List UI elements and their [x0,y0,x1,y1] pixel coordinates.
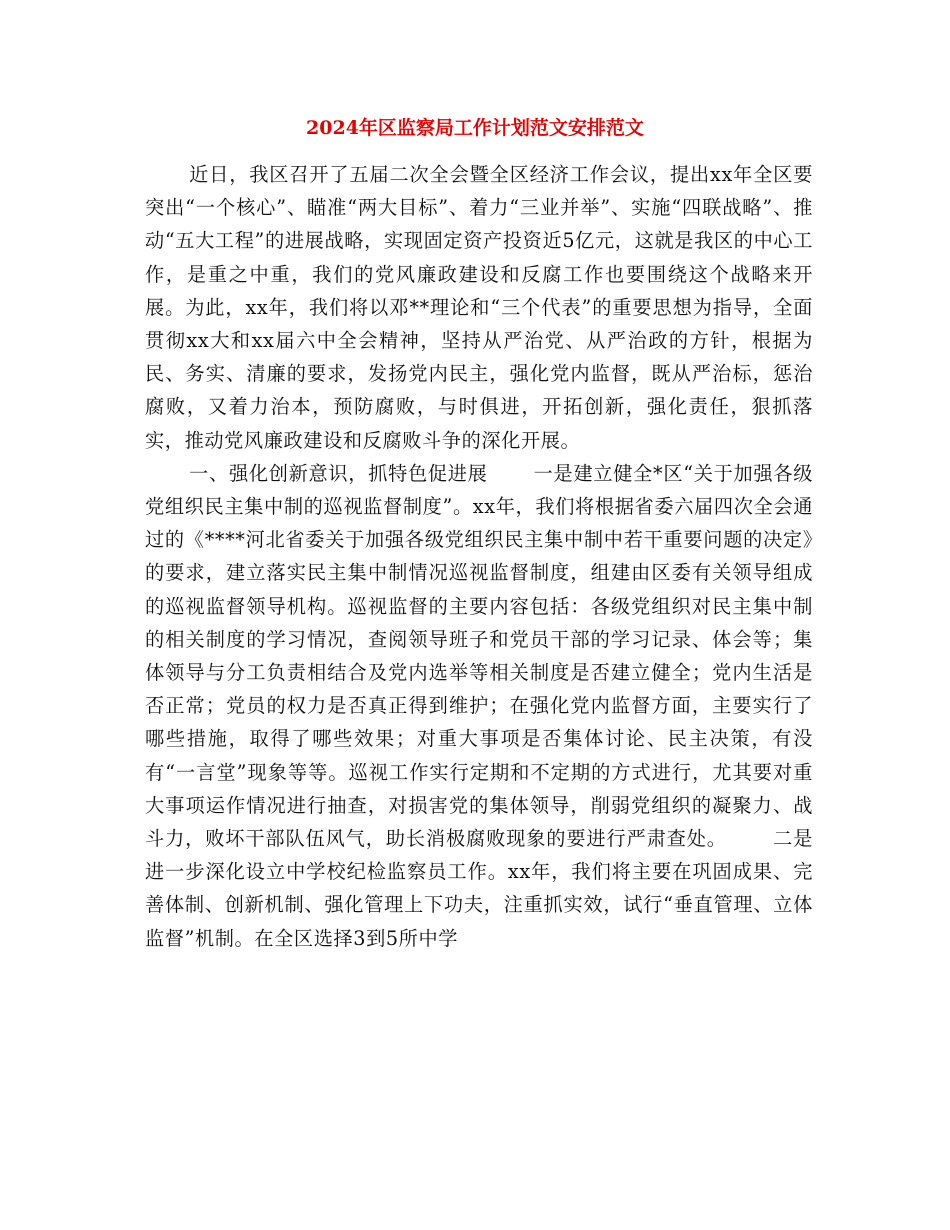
section-1-heading: 一、强化创新意识，抓特色促进展 [189,461,488,485]
document-body [145,158,813,955]
section-1-part-2: 二是进一步深化设立中学校纪检监察员工作。xx年，我们将主要在巩固成果、完善体制、创新机制、强化管理上下功夫，注重抓实效，试行“垂直管理、立体监督”机制。在全区选择3到5所中学 [145,827,814,950]
document-title: 2024年区监察局工作计划范文安排范文 [306,117,644,139]
section-1-part-1: 一是建立健全*区“关于加强各级党组织民主集中制的巡视监督制度”。xx年，我们将根据省委六届四次全会通过的《****河北省委关于加强各级党组织民主集中制中若干重要问题的决定》的要求，建立落实民主集中制情况巡视监督制度，组建由区委有关领导组成的巡视监督领导机构。巡视监督的主要内容包括：各级党组织对民主集中制的相关制度的学习情况，查阅领导班子和党员干部的学习记录、体会等；集体领导与分工负责相结合及党内选举等相关制度是否建立健全；党内生活是否正常；党员的权力是否真正得到维护；在强化党内监督方面，主要实行了哪些措施，取得了哪些效果；对重大事项是否集体讨论、民主决策，有没有“一言堂”现象等等。巡视工作实行定期和不定期的方式进行，尤其要对重大事项运作情况进行抽查，对损害党的集体领导，削弱党组织的凝聚力、战斗力，败坏干部队伍风气，助长消极腐败现象的要进行严肃查处。 [145,461,813,851]
section-1-paragraph [145,457,813,955]
intro-paragraph: 近日，我区召开了五届二次全会暨全区经济工作会议，提出xx年全区要突出“一个核心”、瞄准“两大目标”、着力“三业并举”、实施“四联战略”、推动“五大工程”的进展战略，实现固定资产投资近5亿元，这就是我区的中心工作，是重之中重，我们的党风廉政建设和反腐工作也要围绕这个战略来开展。为此，xx年，我们将以邓**理论和“三个代表”的重要思想为指导，全面贯彻xx大和xx届六中全会精神，坚持从严治党、从严治政的方针，根据为民、务实、清廉的要求，发扬党内民主，强化党内监督，既从严治标，惩治腐败，又着力治本，预防腐败，与时俱进，开拓创新，强化责任，狠抓落实，推动党风廉政建设和反腐败斗争的深化开展。 [145,163,813,452]
